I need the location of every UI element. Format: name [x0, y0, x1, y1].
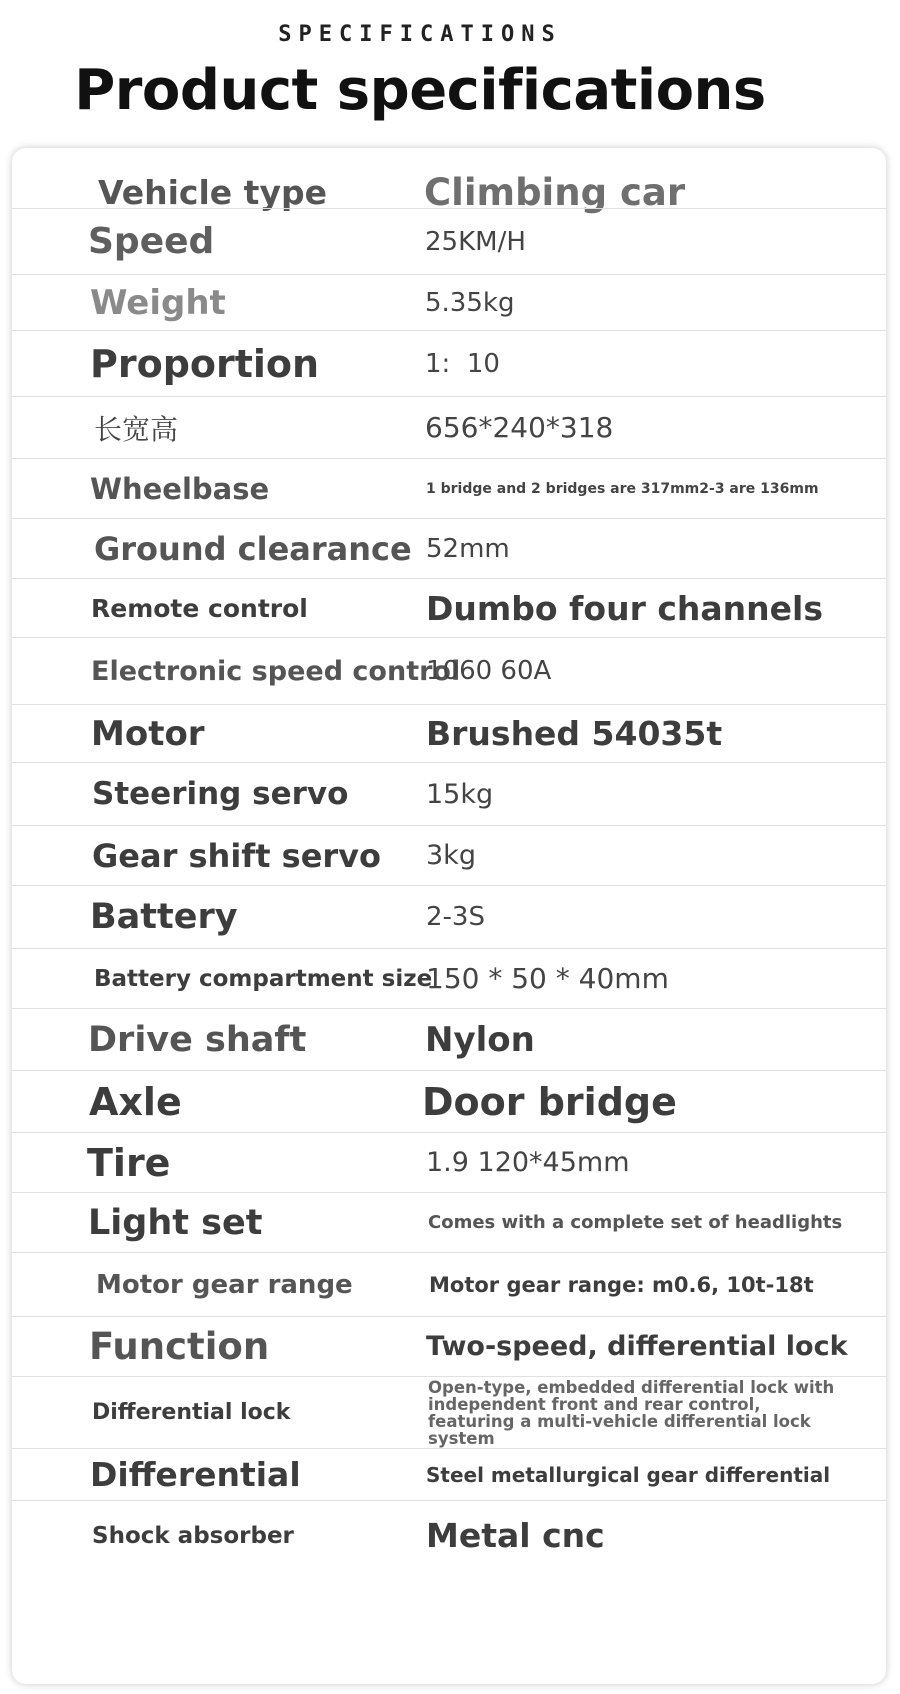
- spec-value: Metal cnc: [426, 1516, 605, 1555]
- spec-row-vehicle-type: [12, 148, 886, 214]
- spec-value: 1.9 120*45mm: [426, 1147, 630, 1178]
- spec-value: Climbing car: [424, 170, 686, 214]
- spec-row-differential-lock: [12, 1376, 886, 1448]
- spec-label: Vehicle type: [98, 172, 327, 212]
- spec-label: Drive shaft: [88, 1019, 307, 1060]
- spec-row-ground-clearance: [12, 518, 886, 578]
- spec-row-battery: [12, 885, 886, 948]
- spec-value: Door bridge: [422, 1079, 677, 1124]
- spec-row-shock-absorber: [12, 1500, 886, 1570]
- spec-value: 15kg: [426, 778, 494, 810]
- spec-value: 1: 10: [425, 348, 500, 379]
- spec-label: Steering servo: [92, 776, 349, 812]
- spec-value: Dumbo four channels: [426, 588, 823, 628]
- spec-value: 25KM/H: [425, 226, 526, 257]
- spec-label: Ground clearance: [94, 529, 412, 568]
- spec-label: Function: [89, 1325, 270, 1368]
- spec-value: 2-3S: [426, 902, 485, 932]
- spec-label: Electronic speed control: [91, 655, 461, 687]
- spec-value: 3kg: [426, 840, 476, 871]
- spec-label: Tire: [87, 1140, 171, 1185]
- spec-value: 52mm: [426, 533, 510, 564]
- spec-label: 长宽高: [94, 412, 179, 446]
- spec-row-battery-compartment: [12, 948, 886, 1008]
- spec-row-remote-control: [12, 578, 886, 637]
- spec-label: Light set: [88, 1202, 263, 1243]
- spec-label: Battery: [90, 897, 238, 937]
- spec-label: Proportion: [90, 341, 320, 386]
- spec-row-light-set: [12, 1192, 886, 1252]
- spec-label: Speed: [88, 221, 215, 262]
- spec-value: Motor gear range: m0.6, 10t-18t: [429, 1272, 814, 1297]
- spec-row-steering-servo: [12, 762, 886, 825]
- spec-row-weight: [12, 274, 886, 330]
- spec-row-gear-shift-servo: [12, 825, 886, 885]
- spec-label: Motor: [91, 713, 205, 754]
- spec-row-dimensions: [12, 396, 886, 458]
- spec-label: Axle: [89, 1079, 182, 1124]
- spec-row-motor-gear-range: [12, 1252, 886, 1316]
- spec-label: Remote control: [91, 593, 308, 623]
- spec-row-proportion: [12, 330, 886, 396]
- spec-row-esc: [12, 637, 886, 704]
- spec-value: Nylon: [425, 1019, 535, 1060]
- spec-label: Battery compartment size: [94, 965, 433, 992]
- spec-value: Brushed 54035t: [426, 714, 723, 753]
- spec-value: Steel metallurgical gear differential: [426, 1462, 831, 1487]
- spec-row-tire: [12, 1132, 886, 1192]
- spec-label: Motor gear range: [96, 1269, 353, 1300]
- spec-label: Wheelbase: [90, 471, 270, 506]
- spec-row-function: [12, 1316, 886, 1376]
- spec-value: Two-speed, differential lock: [426, 1331, 848, 1362]
- spec-row-wheelbase: [12, 458, 886, 518]
- spec-value: 656*240*318: [425, 411, 614, 444]
- spec-value: Open-type, embedded differential lock with independent front and rear control, featuring a multi-vehicle differential lock system: [428, 1377, 835, 1448]
- spec-label: Differential: [90, 1455, 301, 1494]
- spec-value: 1060 60A: [426, 656, 552, 686]
- spec-label: Gear shift servo: [92, 836, 382, 875]
- spec-value: 1 bridge and 2 bridges are 317mm2-3 are 136mm: [426, 480, 819, 497]
- spec-row-motor: [12, 704, 886, 762]
- spec-value: Comes with a complete set of headlights: [428, 1212, 843, 1233]
- spec-value: 5.35kg: [425, 287, 515, 318]
- spec-table: [12, 148, 886, 1684]
- spec-value: 150 * 50 * 40mm: [426, 962, 669, 995]
- page-title: Product specifications: [74, 58, 766, 123]
- spec-row-speed: [12, 208, 886, 274]
- section-eyebrow: SPECIFICATIONS: [278, 22, 562, 47]
- spec-row-axle: [12, 1070, 886, 1132]
- spec-label: Shock absorber: [92, 1522, 294, 1549]
- spec-row-differential: [12, 1448, 886, 1500]
- spec-label: Weight: [90, 282, 226, 323]
- spec-label: Differential lock: [92, 1400, 291, 1425]
- spec-row-drive-shaft: [12, 1008, 886, 1070]
